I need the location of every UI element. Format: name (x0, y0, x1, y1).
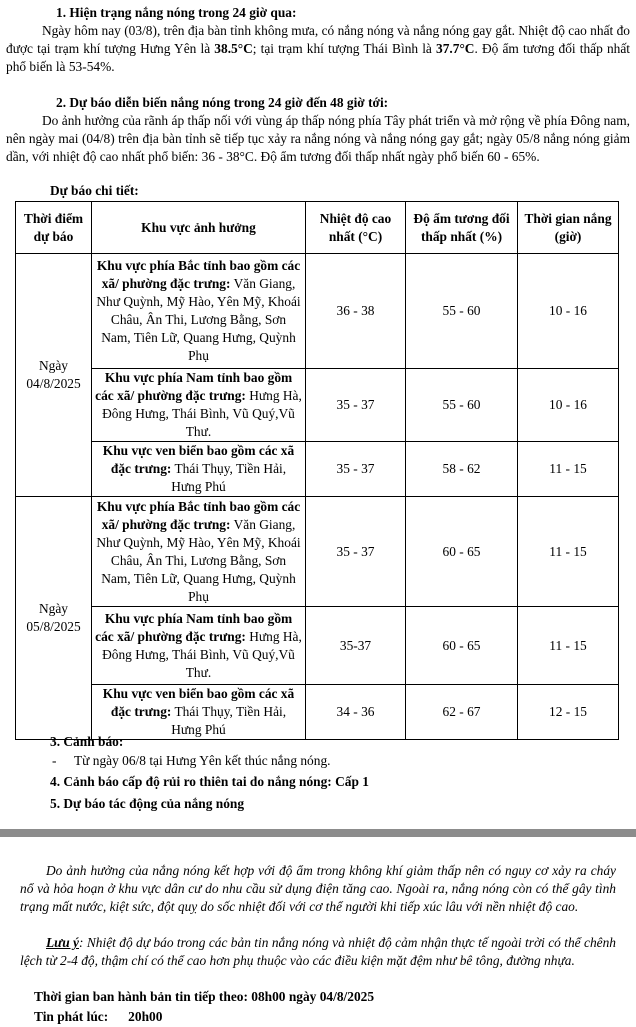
temp-cell: 34 - 36 (306, 685, 406, 740)
humidity-cell: 60 - 65 (406, 607, 518, 685)
header-humidity: Độ ẩm tương đối thấp nhất (%) (406, 202, 518, 254)
sun-cell: 12 - 15 (518, 685, 619, 740)
temp-cell: 35-37 (306, 607, 406, 685)
sun-cell: 11 - 15 (518, 607, 619, 685)
issued-time: 20h00 (128, 1009, 163, 1024)
impact-text: Do ảnh hưởng của nắng nóng kết hợp với độ ẩm trong không khí giảm thấp nên có nguy cơ xảy ra cháy nổ và hỏa hoạn ở khu vực dân cư do nhu cầu sử dụng điện tăng cao. Ngoài ra, nắng nóng còn có thể gây tình trạng mất nước, kiệt sức, đột quỵ do sốc nhiệt đối với cơ thể người khi tiếp xúc lâu với nền nhiệt độ cao. (20, 863, 616, 914)
issued-line: Tin phát lúc: 20h00 (34, 1009, 163, 1024)
divider-bar (0, 829, 636, 837)
warning-bullet: Từ ngày 06/8 tại Hưng Yên kết thúc nắng nóng. (74, 753, 331, 768)
day-cell: Ngày 04/8/2025 (16, 254, 92, 497)
sun-cell: 10 - 16 (518, 369, 619, 442)
day-cell: Ngày 05/8/2025 (16, 497, 92, 740)
section-3-heading: 3. Cảnh báo: (50, 734, 124, 749)
temp-cell: 35 - 37 (306, 497, 406, 607)
humidity-cell: 55 - 60 (406, 254, 518, 369)
temp-thai-binh: 37.7°C (436, 41, 475, 56)
table-row (16, 369, 619, 442)
header-temp: Nhiệt độ cao nhất (°C) (306, 202, 406, 254)
impact-note: Lưu ý: Nhiệt độ dự báo trong các bản tin nắng nóng và nhiệt độ cảm nhận thực tế ngoài trời có thể chênh lệch từ 2-4 độ, thậm chí có thể cao hơn phụ thuộc vào các điều kiện mặt đệm như bê tông, đường nhựa. (20, 935, 616, 968)
table-row (16, 685, 619, 740)
header-area: Khu vực ảnh hưởng (92, 202, 306, 254)
section-2-text: Do ảnh hưởng của rãnh áp thấp nối với vùng áp thấp nóng phía Tây phát triển và mở rộng về phía Đông nam, nên ngày mai (04/8) trên địa bàn tỉnh sẽ tiếp tục xảy ra nắng nóng và nắng nóng gay gắt; ngày 05/8 nắng nóng giảm dần, với nhiệt độ cao nhất phổ biến: 36 - 38°C. Độ ẩm tương đối thấp nhất ngày phổ biến 60 - 65%. (6, 113, 630, 164)
section-5-heading: 5. Dự báo tác động của nắng nóng (50, 796, 245, 811)
area-cell: Khu vực phía Nam tỉnh bao gồm các xã/ phường đặc trưng: Hưng Hà, Đông Hưng, Thái Bình, Vũ Quý,Vũ Thư. (92, 607, 306, 685)
note-label: Lưu ý (46, 935, 79, 950)
temp-cell: 35 - 37 (306, 369, 406, 442)
area-cell: Khu vực phía Bắc tỉnh bao gồm các xã/ phường đặc trưng: Văn Giang, Như Quỳnh, Mỹ Hào, Yên Mỹ, Khoái Châu, Ân Thi, Lương Bằng, Sơn Nam, Tiên Lữ, Quang Hưng, Quỳnh Phụ (92, 497, 306, 607)
humidity-cell: 55 - 60 (406, 369, 518, 442)
area-cell: Khu vực phía Nam tỉnh bao gồm các xã/ phường đặc trưng: Hưng Hà, Đông Hưng, Thái Bình, Vũ Quý,Vũ Thư. (92, 369, 306, 442)
sun-cell: 10 - 16 (518, 254, 619, 369)
next-issue: Thời gian ban hành bản tin tiếp theo: 08h00 ngày 04/8/2025 (34, 989, 375, 1004)
area-cell: Khu vực ven biển bao gồm các xã đặc trưng: Thái Thụy, Tiền Hải, Hưng Phú (92, 685, 306, 740)
temp-cell: 36 - 38 (306, 254, 406, 369)
section-1-text: Ngày hôm nay (03/8), trên địa bàn tỉnh không mưa, có nắng nóng và nắng nóng gay gắt. Nhiệt độ cao nhất đo được tại trạm khí tượng Hưng Yên là 38.5°C; tại trạm khí tượng Thái Bình là 37.7°C. Độ ẩm tương đối thấp nhất phổ biến là 53-54%. (6, 23, 630, 74)
humidity-cell: 62 - 67 (406, 685, 518, 740)
temp-hung-yen: 38.5°C (214, 41, 253, 56)
header-sun: Thời gian nắng (giờ) (518, 202, 619, 254)
table-header-row (16, 202, 619, 254)
table-row (16, 497, 619, 607)
detail-label: Dự báo chi tiết: (50, 183, 139, 198)
section-1-heading: 1. Hiện trạng nắng nóng trong 24 giờ qua: (56, 5, 297, 20)
sun-cell: 11 - 15 (518, 442, 619, 497)
area-cell: Khu vực phía Bắc tỉnh bao gồm các xã/ phường đặc trưng: Văn Giang, Như Quỳnh, Mỹ Hào, Yên Mỹ, Khoái Châu, Ân Thi, Lương Bằng, Sơn Nam, Tiên Lữ, Quang Hưng, Quỳnh Phụ (92, 254, 306, 369)
table-row (16, 607, 619, 685)
forecast-table (15, 201, 619, 740)
table-row (16, 254, 619, 369)
area-cell: Khu vực ven biển bao gồm các xã đặc trưng: Thái Thụy, Tiền Hải, Hưng Phú (92, 442, 306, 497)
table-row (16, 442, 619, 497)
section-4-heading: 4. Cảnh báo cấp độ rủi ro thiên tai do nắng nóng: Cấp 1 (50, 774, 369, 789)
bullet-dash: - (52, 753, 57, 768)
sun-cell: 11 - 15 (518, 497, 619, 607)
temp-cell: 35 - 37 (306, 442, 406, 497)
humidity-cell: 58 - 62 (406, 442, 518, 497)
header-time: Thời điểm dự báo (16, 202, 92, 254)
humidity-cell: 60 - 65 (406, 497, 518, 607)
section-2-heading: 2. Dự báo diễn biến nắng nóng trong 24 giờ đến 48 giờ tới: (56, 95, 389, 110)
